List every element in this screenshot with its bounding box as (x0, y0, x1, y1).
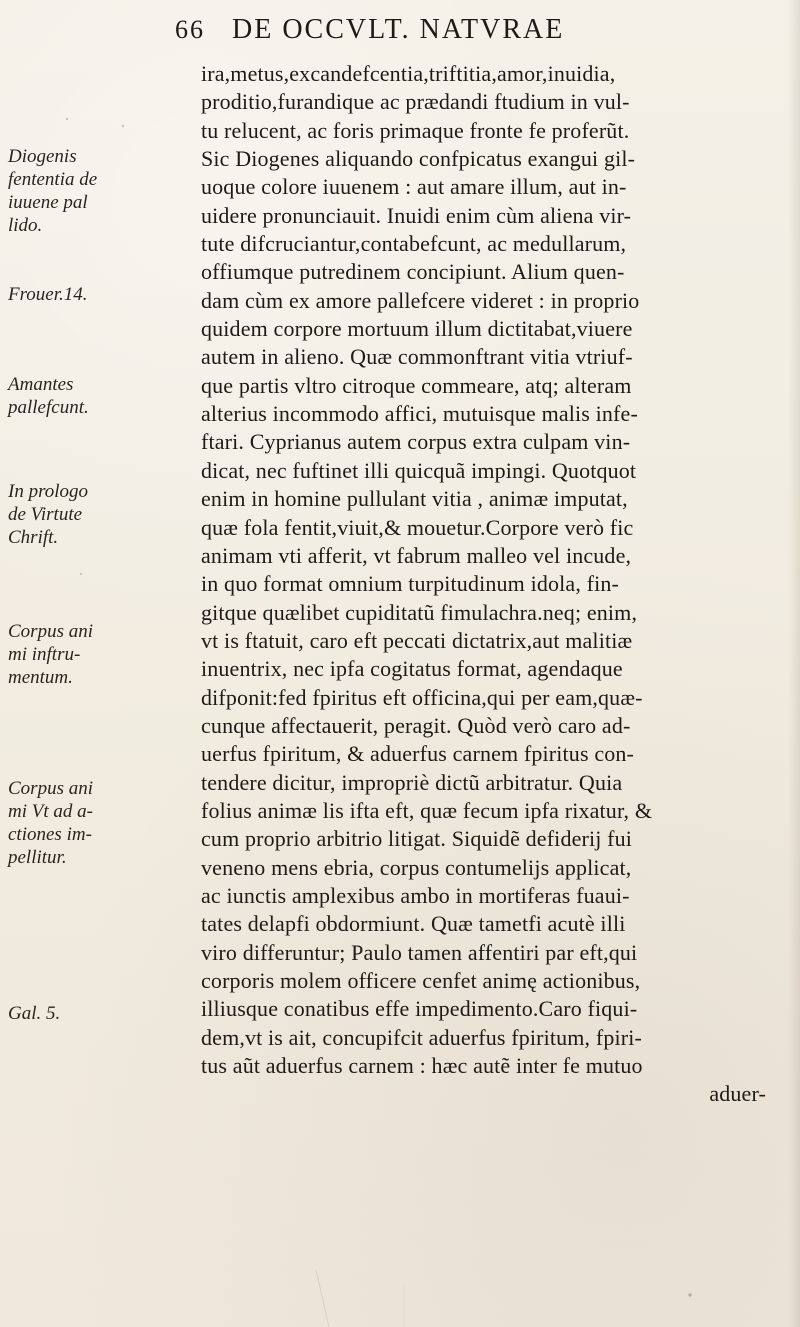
text-line: ira,metus,excandefcentia,triftitia,amor,inuidia, (201, 61, 616, 86)
text-line: proditio,furandique ac prædandi ftudium in vul- (201, 89, 630, 115)
text-line: uidere pronunciauit. Inuidi enim cùm aliena vir- (201, 202, 632, 228)
text-line: inuentrix, nec ipfa cogitatus format, agendaque (201, 656, 623, 682)
text-line: animam vti afferit, vt fabrum malleo vel incude, (201, 542, 632, 568)
text-line: gitque quælibet cupiditatũ fimulachra.neq; enim, (201, 599, 638, 625)
text-line: veneno mens ebria, corpus contumelijs applicat, (201, 854, 632, 880)
text-line: autem in alieno. Quæ commonftrant vitia vtriuf- (201, 344, 633, 370)
text-line: ftari. Cyprianus autem corpus extra culpam vin- (201, 429, 631, 455)
text-line: que partis vltro citroque commeare, atq; alteram (201, 372, 632, 398)
running-head (175, 16, 564, 44)
text-line: uerfus fpiritum, & aduerfus carnem fpiritus con- (201, 741, 635, 767)
text-line: cum proprio arbitrio litigat. Siquidẽ defiderij fui (201, 826, 633, 852)
text-line: quæ fola fentit,viuit,& mouetur.Corpore verò fic (201, 514, 634, 540)
text-line: tates delapfi obdormiunt. Quæ tametfi acutè illi (201, 911, 626, 937)
text-line: tute difcruciantur,contabefcunt, ac medullarum, (201, 231, 627, 257)
margin-note: Amantes pallefcunt. (8, 374, 89, 418)
text-line: in quo format omnium turpitudinum idola, fin- (201, 571, 619, 597)
margin-note: Corpus ani mi Vt ad a- ctiones im- pellitur. (8, 778, 93, 868)
text-line: tu relucent, ac foris primaque fronte fe proferũt. (201, 117, 630, 143)
margin-note: Corpus ani mi inftru- mentum. (8, 621, 93, 688)
text-line: illiusque conatibus effe impedimento.Caro fiqui- (201, 996, 638, 1022)
margin-note: Diogenis fententia de iuuene pal lido. (8, 146, 98, 236)
page-title: DE OCCVLT. NATVRAE (232, 14, 565, 45)
text-line: corporis molem officere cenfet animę actionibus, (201, 968, 641, 993)
margin-note: Frouer.14. (8, 284, 88, 305)
text-line: enim in homine pullulant vitia , animæ imputat, (201, 486, 628, 512)
text-line: dem,vt is ait, concupifcit aduerfus fpiritum, fpiri- (201, 1024, 642, 1050)
margin-note: In prologo de Virtute Chrift. (8, 481, 89, 548)
text-line: dam cùm ex amore pallefcere videret : in proprio (201, 287, 640, 313)
page-number: 66 (175, 15, 205, 44)
text-line: tendere dicitur, impropriè dictũ arbitratur. Quia (201, 769, 623, 795)
text-line: tus aũt aduerfus carnem : hæc autẽ inter fe mutuo (201, 1053, 643, 1079)
text-line: cunque affectauerit, peragit. Quòd verò caro ad- (201, 712, 631, 738)
page-edge-shadow (788, 0, 800, 1327)
text-line: difponit:fed fpiritus eft officina,qui per eam,quæ- (201, 684, 643, 710)
catchword: aduer- (709, 1081, 766, 1107)
text-line: offiumque putredinem concipiunt. Alium quen- (201, 259, 625, 285)
text-line: dicat, nec fuftinet illi quicquã impingi. Quotquot (201, 457, 637, 483)
margin-note: Gal. 5. (8, 1003, 61, 1024)
text-line: viro differuntur; Paulo tamen affentiri par eft,qui (201, 939, 638, 965)
text-line: Sic Diogenes aliquando confpicatus exangui gil- (201, 146, 636, 172)
text-line: quidem corpore mortuum illum dictitabat,viuere (201, 316, 633, 342)
text-line: alterius incommodo affici, mutuisque malis infe- (201, 401, 638, 427)
text-line: folius animæ lis ifta eft, quæ fecum ipfa rixatur, & (201, 797, 653, 823)
text-line: ac iunctis amplexibus ambo in mortiferas fuaui- (201, 882, 630, 908)
text-line: uoque colore iuuenem : aut amare illum, aut in- (201, 174, 627, 200)
main-text-block (201, 60, 776, 1109)
text-line: vt is ftatuit, caro eft peccati dictatrix,aut malitiæ (201, 627, 633, 653)
